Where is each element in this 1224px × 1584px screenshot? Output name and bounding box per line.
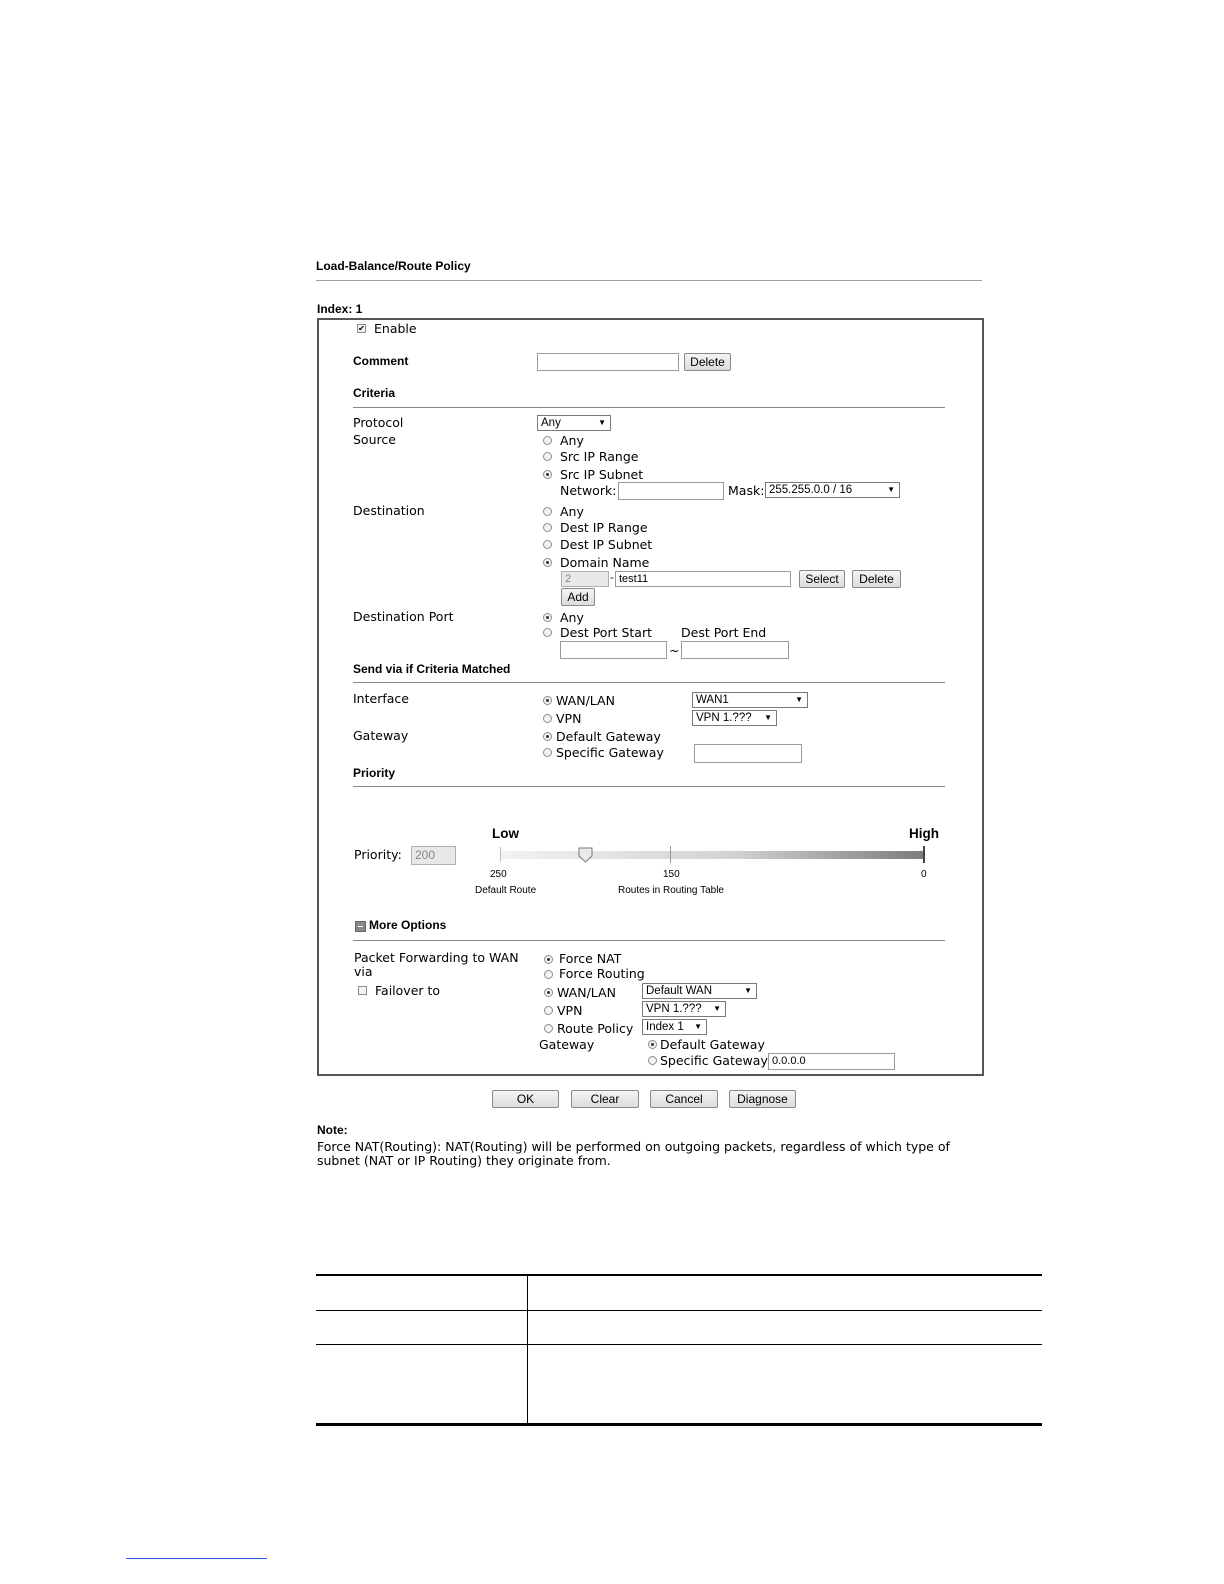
- packet-forwarding-label: Packet Forwarding to WAN: [354, 950, 519, 965]
- table-row: [316, 1345, 1042, 1425]
- ok-button[interactable]: OK: [492, 1090, 559, 1108]
- title-divider: [316, 280, 982, 281]
- wan-lan-label: WAN/LAN: [556, 693, 615, 708]
- domain-select-button[interactable]: Select: [799, 570, 845, 588]
- more-options-divider: [353, 940, 945, 941]
- protocol-select[interactable]: [537, 415, 611, 431]
- send-via-divider: [353, 682, 945, 683]
- default-gateway-label: Default Gateway: [556, 729, 661, 744]
- diagnose-button[interactable]: Diagnose: [729, 1090, 796, 1108]
- specific-gateway-radio[interactable]: [543, 748, 552, 757]
- routes-in-table-label: Routes in Routing Table: [618, 885, 724, 896]
- interface-label: Interface: [353, 691, 409, 706]
- source-range-label: Src IP Range: [560, 449, 639, 464]
- domain-add-button[interactable]: Add: [561, 588, 595, 606]
- dest-range-radio[interactable]: [543, 523, 552, 532]
- enable-label: Enable: [374, 321, 417, 336]
- collapse-icon[interactable]: [355, 921, 366, 932]
- table-cell: [528, 1275, 1043, 1311]
- priority-low-label: Low: [492, 826, 519, 841]
- failover-checkbox[interactable]: [358, 986, 367, 995]
- tick-250-mark: [500, 847, 501, 862]
- network-input[interactable]: [618, 482, 724, 500]
- dest-port-end-input[interactable]: [681, 641, 789, 659]
- route-policy-radio[interactable]: [544, 1024, 553, 1033]
- failover-wan-value: Default WAN: [646, 985, 713, 997]
- mask-select[interactable]: [765, 482, 900, 498]
- dest-port-start-label: Dest Port Start: [560, 625, 652, 640]
- failover-vpn-value: VPN 1.???: [646, 1003, 702, 1015]
- domain-delete-button[interactable]: Delete: [852, 570, 901, 588]
- table-cell: [528, 1345, 1043, 1425]
- failover-label: Failover to: [375, 983, 441, 998]
- enable-checkbox[interactable]: ✔: [358, 324, 365, 333]
- priority-divider: [353, 786, 945, 787]
- failover-wan-label: WAN/LAN: [557, 985, 616, 1000]
- note-title: Note:: [317, 1123, 348, 1137]
- table-cell: [316, 1311, 528, 1345]
- comment-delete-button[interactable]: Delete: [684, 353, 731, 371]
- wan-value: WAN1: [696, 694, 729, 706]
- failover-wan-select[interactable]: [642, 983, 757, 999]
- force-routing-radio[interactable]: [544, 970, 553, 979]
- tick-0-label: 0: [921, 869, 927, 880]
- failover-vpn-select[interactable]: [642, 1001, 726, 1017]
- comment-input[interactable]: [537, 353, 679, 371]
- failover-specific-gateway-input[interactable]: 0.0.0.0: [768, 1053, 895, 1070]
- dest-domain-radio[interactable]: [543, 558, 552, 567]
- destination-label: Destination: [353, 503, 425, 518]
- failover-gateway-label: Gateway: [539, 1037, 595, 1052]
- mask-value: 255.255.0.0 / 16: [769, 484, 853, 496]
- table-row: [316, 1275, 1042, 1311]
- footer-link-underline[interactable]: [126, 1558, 267, 1559]
- source-range-radio[interactable]: [543, 452, 552, 461]
- dest-port-any-radio[interactable]: [543, 613, 552, 622]
- tick-250-label: 250: [490, 869, 507, 880]
- route-policy-select[interactable]: [642, 1019, 707, 1035]
- vpn-value: VPN 1.???: [696, 712, 752, 724]
- tick-0-mark: [923, 846, 925, 863]
- domain-dash: -: [610, 571, 614, 584]
- dest-domain-label: Domain Name: [560, 555, 650, 570]
- default-gateway-radio[interactable]: [543, 732, 552, 741]
- port-range-tilde: ~: [669, 643, 680, 658]
- dest-subnet-radio[interactable]: [543, 540, 552, 549]
- specific-gateway-input[interactable]: [694, 744, 802, 763]
- dest-port-any-label: Any: [560, 610, 584, 625]
- table-cell: [528, 1311, 1043, 1345]
- source-subnet-label: Src IP Subnet: [560, 467, 644, 482]
- vpn-label: VPN: [556, 711, 582, 726]
- table-cell: [316, 1345, 528, 1425]
- dest-port-range-radio[interactable]: [543, 628, 552, 637]
- priority-slider-track[interactable]: [500, 851, 925, 859]
- clear-button[interactable]: Clear: [571, 1090, 639, 1108]
- dest-any-label: Any: [560, 504, 584, 519]
- dest-port-label: Destination Port: [353, 609, 454, 624]
- dest-port-start-input[interactable]: [560, 641, 667, 659]
- index-label: Index: 1: [317, 302, 363, 316]
- wan-lan-radio[interactable]: [543, 696, 552, 705]
- chevron-down-icon: ▼: [795, 695, 803, 704]
- packet-forwarding-label-via: via: [354, 964, 373, 979]
- priority-value-input[interactable]: 200: [411, 846, 456, 865]
- page-title: Load-Balance/Route Policy: [316, 259, 471, 273]
- cancel-button[interactable]: Cancel: [650, 1090, 718, 1108]
- priority-slider-handle[interactable]: [578, 847, 593, 863]
- priority-title: Priority: [353, 766, 396, 780]
- criteria-title: Criteria: [353, 386, 396, 400]
- more-options-title: More Options: [369, 918, 447, 932]
- chevron-down-icon: ▼: [764, 713, 772, 722]
- route-policy-value: Index 1: [646, 1021, 684, 1033]
- priority-high-label: High: [909, 826, 939, 841]
- failover-default-gateway-label: Default Gateway: [660, 1037, 765, 1052]
- vpn-radio[interactable]: [543, 714, 552, 723]
- specific-gateway-label: Specific Gateway: [556, 745, 664, 760]
- send-via-title: Send via if Criteria Matched: [353, 662, 511, 676]
- vpn-select[interactable]: [692, 710, 777, 726]
- failover-default-gateway-radio[interactable]: [648, 1040, 657, 1049]
- force-routing-label: Force Routing: [559, 966, 645, 981]
- description-table: [316, 1274, 1042, 1426]
- comment-label: Comment: [353, 354, 409, 368]
- tick-150-label: 150: [663, 869, 680, 880]
- table-row: [316, 1311, 1042, 1345]
- protocol-value: Any: [541, 417, 561, 429]
- chevron-down-icon: ▼: [598, 418, 606, 427]
- source-label: Source: [353, 432, 396, 447]
- tick-150-mark: [670, 846, 671, 863]
- chevron-down-icon: ▼: [694, 1022, 702, 1031]
- dest-range-label: Dest IP Range: [560, 520, 648, 535]
- domain-name-input[interactable]: test11: [615, 571, 791, 587]
- priority-label: Priority:: [354, 847, 402, 862]
- chevron-down-icon: ▼: [887, 485, 895, 494]
- source-any-radio[interactable]: [543, 436, 552, 445]
- default-route-label: Default Route: [475, 885, 537, 896]
- network-label: Network:: [560, 483, 617, 498]
- failover-specific-gateway-label: Specific Gateway: [660, 1053, 768, 1068]
- chevron-down-icon: ▼: [744, 986, 752, 995]
- wan-select[interactable]: [692, 692, 808, 708]
- dest-any-radio[interactable]: [543, 507, 552, 516]
- source-any-label: Any: [560, 433, 584, 448]
- protocol-label: Protocol: [353, 415, 404, 430]
- failover-specific-gateway-radio[interactable]: [648, 1056, 657, 1065]
- failover-wan-radio[interactable]: [544, 988, 553, 997]
- failover-vpn-label: VPN: [557, 1003, 583, 1018]
- dest-port-end-label: Dest Port End: [681, 625, 767, 640]
- source-subnet-radio[interactable]: [543, 470, 552, 479]
- dest-subnet-label: Dest IP Subnet: [560, 537, 653, 552]
- route-policy-label: Route Policy: [557, 1021, 634, 1036]
- criteria-divider: [353, 407, 945, 408]
- chevron-down-icon: ▼: [713, 1004, 721, 1013]
- domain-index-input: 2: [561, 571, 609, 587]
- table-cell: [316, 1275, 528, 1311]
- force-nat-radio[interactable]: [544, 955, 553, 964]
- note-line-1: Force NAT(Routing): NAT(Routing) will be performed on outgoing packets, regardless of which type of: [317, 1139, 950, 1154]
- gateway-label: Gateway: [353, 728, 409, 743]
- force-nat-label: Force NAT: [559, 951, 622, 966]
- mask-label: Mask:: [728, 483, 765, 498]
- failover-vpn-radio[interactable]: [544, 1006, 553, 1015]
- note-line-2: subnet (NAT or IP Routing) they originate from.: [317, 1153, 611, 1168]
